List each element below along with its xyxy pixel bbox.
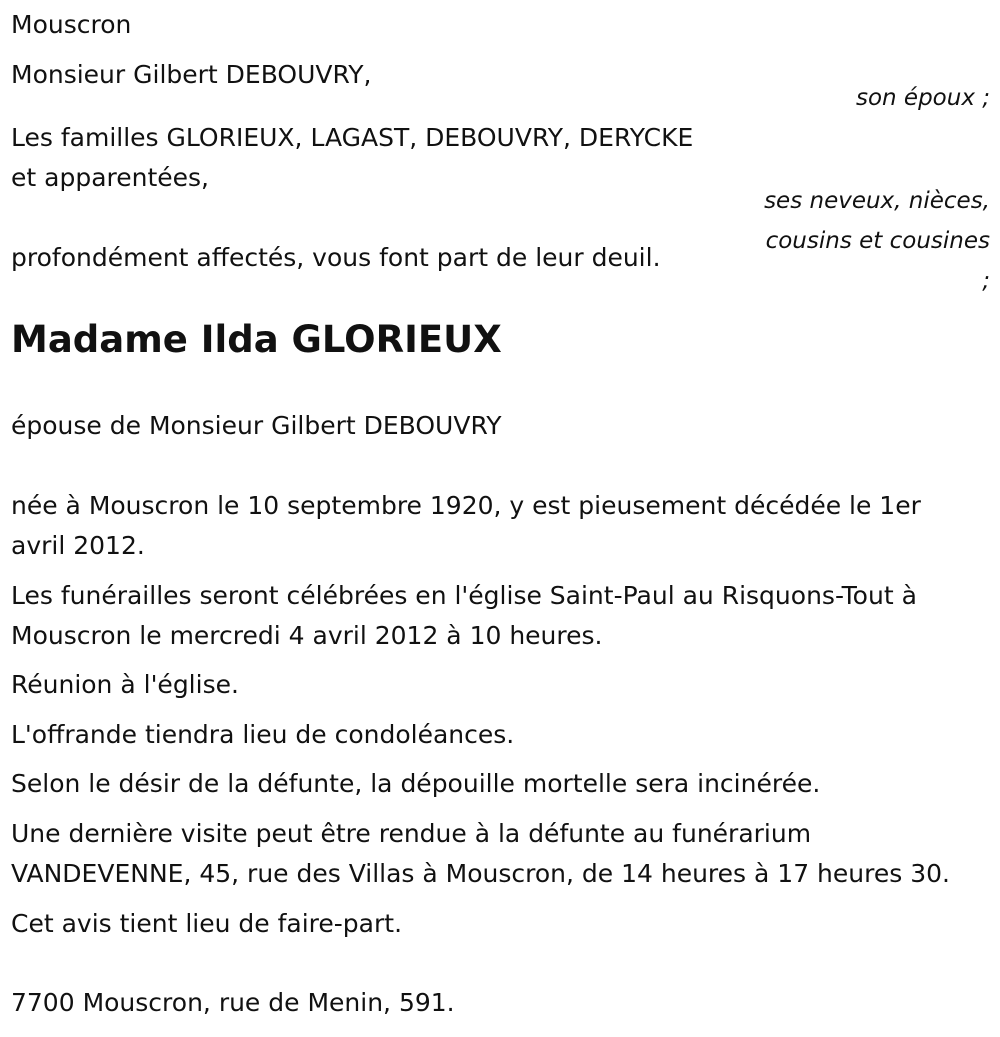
visit-line-1: Une dernière visite peut être rendue à la défunte au funérarium [11,819,812,848]
families-role-line-1: ses neveux, nièces, [764,188,990,214]
visit-line-2: VANDEVENNE, 45, rue des Villas à Mouscron, de 14 heures à 17 heures 30. [11,859,950,888]
funeral-line-2: Mouscron le mercredi 4 avril 2012 à 10 heures. [11,621,603,650]
husband-line: Monsieur Gilbert DEBOUVRY, [11,60,372,89]
deuil-line: profondément affectés, vous font part de leur deuil. [11,243,661,272]
spouse-line: épouse de Monsieur Gilbert DEBOUVRY [11,411,502,440]
address-line: 7700 Mouscron, rue de Menin, 591. [11,988,455,1017]
families-line-1: Les familles GLORIEUX, LAGAST, DEBOUVRY, DERYCKE [11,123,694,152]
city-heading: Mouscron [11,10,132,39]
funeral-line-1: Les funérailles seront célébrées en l'église Saint-Paul au Risquons-Tout à [11,581,917,610]
families-role-line-3: ; [982,268,990,294]
birth-line-2: avril 2012. [11,531,145,560]
cremation-line: Selon le désir de la défunte, la dépouille mortelle sera incinérée. [11,769,821,798]
families-line-2: et apparentées, [11,163,209,192]
offrande-line: L'offrande tiendra lieu de condoléances. [11,720,515,749]
husband-role: son époux ; [855,85,990,111]
birth-line-1: née à Mouscron le 10 septembre 1920, y est pieusement décédée le 1er [11,491,921,520]
faire-part-line: Cet avis tient lieu de faire-part. [11,909,403,938]
reunion-line: Réunion à l'église. [11,670,239,699]
families-role-line-2: cousins et cousines [765,228,990,254]
deceased-name: Madame Ilda GLORIEUX [11,318,502,361]
